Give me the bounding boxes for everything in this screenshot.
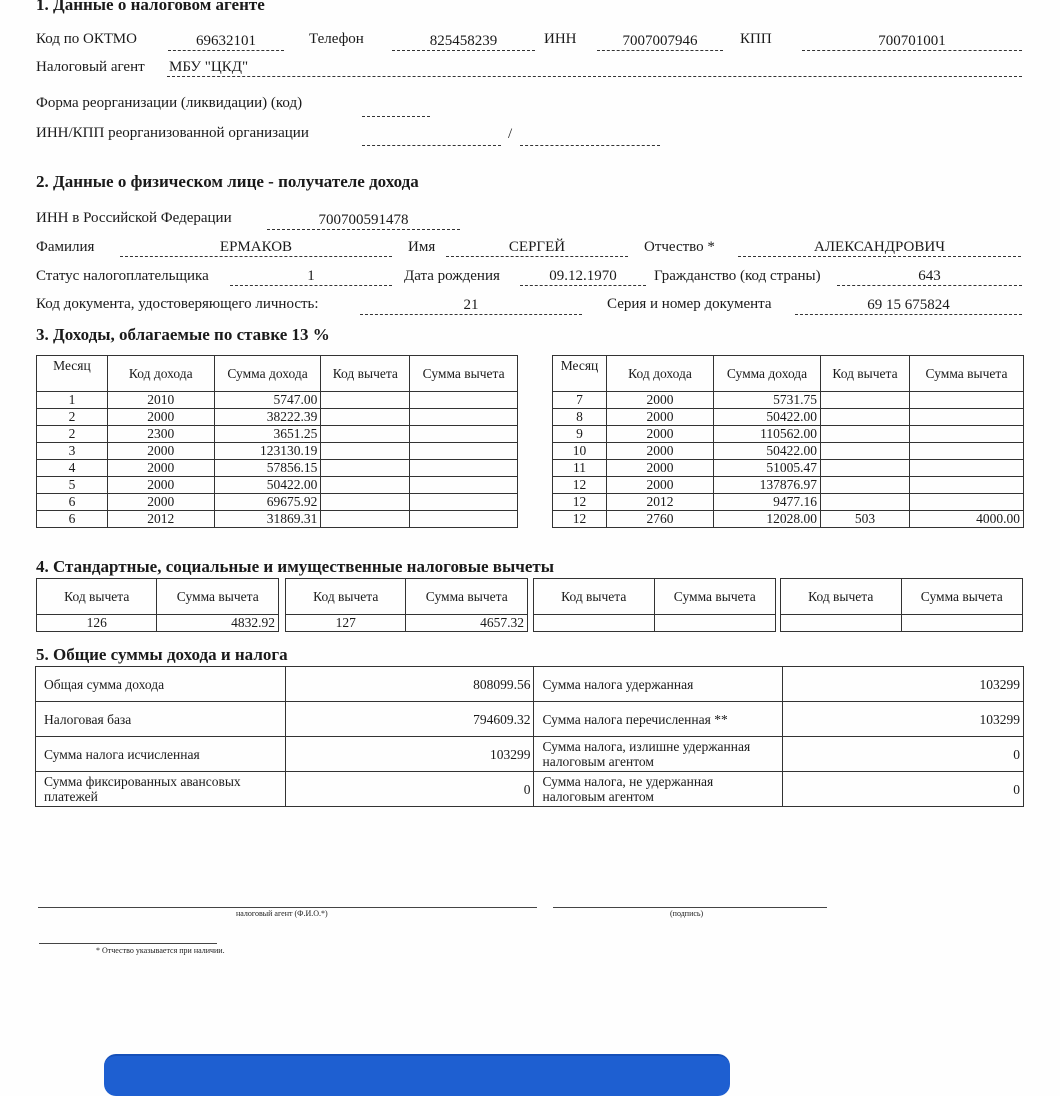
- deduction-code-cell: [821, 409, 910, 426]
- footnote: * Отчество указывается при наличии.: [96, 946, 225, 955]
- income-amount-cell: 137876.97: [714, 477, 821, 494]
- income-amount-cell: 3651.25: [214, 426, 321, 443]
- income-amount-cell: 51005.47: [714, 460, 821, 477]
- income-code-cell: 2000: [107, 443, 214, 460]
- col-income-code: Код дохода: [607, 356, 714, 392]
- deduction-amount-cell: [901, 615, 1023, 632]
- col-deduction-code: Код вычета: [321, 356, 410, 392]
- month-cell: 2: [37, 409, 108, 426]
- reorg-kpp-field[interactable]: [520, 127, 660, 146]
- month-cell: 12: [553, 511, 607, 528]
- income-row: [553, 511, 1024, 528]
- deduction-code-cell: [534, 615, 655, 632]
- totals-left-value: 103299: [285, 737, 534, 772]
- income-code-cell: 2000: [607, 426, 714, 443]
- income-code-cell: 2000: [607, 409, 714, 426]
- month-cell: 12: [553, 477, 607, 494]
- phone-field[interactable]: 825458239: [392, 32, 535, 51]
- income-amount-cell: 5747.00: [214, 392, 321, 409]
- deduction-code-cell: [321, 460, 410, 477]
- agent-inn-field[interactable]: 7007007946: [597, 32, 723, 51]
- income-amount-cell: 123130.19: [214, 443, 321, 460]
- income-code-cell: 2012: [107, 511, 214, 528]
- month-cell: 2: [37, 426, 108, 443]
- month-cell: 9: [553, 426, 607, 443]
- deduction-code-cell: 126: [37, 615, 157, 632]
- col-deduction-amount: Сумма вычета: [410, 356, 518, 392]
- deduction-code-cell: [321, 409, 410, 426]
- totals-right-value: 103299: [783, 667, 1024, 702]
- deduction-amount-cell: [410, 460, 518, 477]
- deduction-code-cell: 127: [286, 615, 406, 632]
- deduction-amount-cell: [410, 443, 518, 460]
- totals-row: [36, 702, 1024, 737]
- income-table-left: [36, 355, 518, 528]
- totals-left-value: 0: [285, 772, 534, 807]
- agent-label: Налоговый агент: [36, 59, 145, 75]
- deduction-amount-cell: [410, 426, 518, 443]
- totals-left-value: 808099.56: [285, 667, 534, 702]
- income-row: [37, 409, 518, 426]
- income-code-cell: 2760: [607, 511, 714, 528]
- income-amount-cell: 110562.00: [714, 426, 821, 443]
- income-amount-cell: 50422.00: [714, 409, 821, 426]
- income-amount-cell: 57856.15: [214, 460, 321, 477]
- income-code-cell: 2000: [607, 443, 714, 460]
- name-field[interactable]: СЕРГЕЙ: [446, 238, 628, 257]
- phone-label: Телефон: [309, 31, 364, 47]
- month-cell: 3: [37, 443, 108, 460]
- month-cell: 12: [553, 494, 607, 511]
- income-code-cell: 2300: [107, 426, 214, 443]
- totals-left-label: Сумма фиксированных авансовых платежей: [36, 772, 286, 807]
- col-deduction-amount: Сумма вычета: [901, 579, 1023, 615]
- deduction-code-cell: [321, 511, 410, 528]
- income-row: [37, 392, 518, 409]
- month-cell: 4: [37, 460, 108, 477]
- status-label: Статус налогоплательщика: [36, 268, 209, 284]
- deduction-block: [533, 578, 776, 632]
- income-row: [553, 460, 1024, 477]
- month-cell: 5: [37, 477, 108, 494]
- agent-caption: налоговый агент (Ф.И.О.*): [236, 909, 328, 918]
- col-deduction-code: Код вычета: [781, 579, 902, 615]
- income-row: [37, 511, 518, 528]
- month-cell: 1: [37, 392, 108, 409]
- deduction-code-cell: [821, 443, 910, 460]
- col-income-amount: Сумма дохода: [714, 356, 821, 392]
- income-code-cell: 2000: [107, 409, 214, 426]
- birth-field[interactable]: 09.12.1970: [520, 267, 646, 286]
- income-amount-cell: 5731.75: [714, 392, 821, 409]
- section2-title: 2. Данные о физическом лице - получателе дохода: [36, 172, 419, 191]
- section3-title: 3. Доходы, облагаемые по ставке 13 %: [36, 325, 330, 344]
- kpp-field[interactable]: 700701001: [802, 32, 1022, 51]
- totals-right-label: Сумма налога, не удержанная налоговым агентом: [534, 772, 783, 807]
- totals-left-label: Сумма налога исчисленная: [36, 737, 286, 772]
- birth-label: Дата рождения: [404, 268, 500, 284]
- reorg-inn-field[interactable]: [362, 127, 501, 146]
- patronymic-field[interactable]: АЛЕКСАНДРОВИЧ: [738, 238, 1021, 257]
- income-code-cell: 2000: [107, 494, 214, 511]
- totals-right-value: 103299: [783, 702, 1024, 737]
- reorg-separator: /: [508, 126, 513, 142]
- doc-code-field[interactable]: 21: [360, 296, 582, 315]
- surname-field[interactable]: ЕРМАКОВ: [120, 238, 392, 257]
- deduction-code-cell: [781, 615, 902, 632]
- deduction-code-cell: [821, 426, 910, 443]
- totals-left-label: Налоговая база: [36, 702, 286, 737]
- reorg-form-field[interactable]: [362, 98, 430, 117]
- citizenship-field[interactable]: 643: [837, 267, 1022, 286]
- month-cell: 8: [553, 409, 607, 426]
- income-row: [37, 460, 518, 477]
- income-code-cell: 2000: [607, 460, 714, 477]
- income-row: [37, 477, 518, 494]
- col-deduction-code: Код вычета: [286, 579, 406, 615]
- income-amount-cell: 12028.00: [714, 511, 821, 528]
- income-code-cell: 2012: [607, 494, 714, 511]
- deduction-amount-cell: [410, 409, 518, 426]
- col-deduction-amount: Сумма вычета: [654, 579, 776, 615]
- income-amount-cell: 50422.00: [214, 477, 321, 494]
- deduction-amount-cell: [910, 494, 1024, 511]
- signature-caption: (подпись): [670, 909, 704, 918]
- deduction-block: [285, 578, 528, 632]
- agent-inn-label: ИНН: [544, 31, 577, 47]
- income-amount-cell: 50422.00: [714, 443, 821, 460]
- deduction-block: [780, 578, 1023, 632]
- signature-line: [553, 907, 827, 908]
- income-amount-cell: 69675.92: [214, 494, 321, 511]
- deduction-amount-cell: [654, 615, 776, 632]
- totals-right-value: 0: [783, 737, 1024, 772]
- col-deduction-code: Код вычета: [821, 356, 910, 392]
- col-deduction-code: Код вычета: [37, 579, 157, 615]
- col-deduction-amount: Сумма вычета: [406, 579, 528, 615]
- deduction-amount-cell: 4832.92: [157, 615, 279, 632]
- action-button[interactable]: [104, 1054, 730, 1096]
- income-code-cell: 2000: [107, 460, 214, 477]
- income-code-cell: 2000: [107, 477, 214, 494]
- deduction-amount-cell: [910, 426, 1024, 443]
- income-code-cell: 2010: [107, 392, 214, 409]
- surname-label: Фамилия: [36, 239, 95, 255]
- col-month: Месяц: [37, 356, 108, 392]
- totals-right-value: 0: [783, 772, 1024, 807]
- income-row: [37, 426, 518, 443]
- month-cell: 6: [37, 511, 108, 528]
- income-amount-cell: 31869.31: [214, 511, 321, 528]
- name-label: Имя: [408, 239, 436, 255]
- col-deduction-amount: Сумма вычета: [910, 356, 1024, 392]
- patronymic-label: Отчество *: [644, 239, 715, 255]
- col-month: Месяц: [553, 356, 607, 392]
- income-row: [553, 392, 1024, 409]
- month-cell: 10: [553, 443, 607, 460]
- deduction-code-cell: [821, 392, 910, 409]
- reorg-innkpp-label: ИНН/КПП реорганизованной организации: [36, 125, 309, 141]
- kpp-label: КПП: [740, 31, 772, 47]
- totals-right-label: Сумма налога удержанная: [534, 667, 783, 702]
- status-field[interactable]: 1: [230, 267, 392, 286]
- deduction-code-cell: [321, 477, 410, 494]
- agent-field[interactable]: МБУ "ЦКД": [167, 58, 1022, 77]
- deduction-code-cell: [321, 392, 410, 409]
- income-table-right: [552, 355, 1024, 528]
- deduction-code-cell: [321, 494, 410, 511]
- income-row: [553, 477, 1024, 494]
- income-code-cell: 2000: [607, 392, 714, 409]
- deduction-amount-cell: [910, 460, 1024, 477]
- reorg-form-label: Форма реорганизации (ликвидации) (код): [36, 95, 303, 111]
- deduction-amount-cell: 4000.00: [910, 511, 1024, 528]
- income-row: [37, 494, 518, 511]
- month-cell: 6: [37, 494, 108, 511]
- month-cell: 11: [553, 460, 607, 477]
- deduction-amount-cell: 4657.32: [406, 615, 528, 632]
- deduction-amount-cell: [410, 494, 518, 511]
- income-row: [553, 426, 1024, 443]
- deduction-amount-cell: [910, 392, 1024, 409]
- deduction-amount-cell: [410, 477, 518, 494]
- doc-number-label: Серия и номер документа: [607, 296, 772, 312]
- section4-title: 4. Стандартные, социальные и имущественные налоговые вычеты: [36, 557, 554, 576]
- col-deduction-amount: Сумма вычета: [157, 579, 279, 615]
- totals-left-label: Общая сумма дохода: [36, 667, 286, 702]
- col-deduction-code: Код вычета: [534, 579, 655, 615]
- income-amount-cell: 9477.16: [714, 494, 821, 511]
- deduction-amount-cell: [410, 511, 518, 528]
- totals-right-label: Сумма налога, излишне удержанная налоговым агентом: [534, 737, 783, 772]
- doc-number-field[interactable]: 69 15 675824: [795, 296, 1022, 315]
- person-inn-label: ИНН в Российской Федерации: [36, 210, 232, 226]
- col-income-amount: Сумма дохода: [214, 356, 321, 392]
- income-code-cell: 2000: [607, 477, 714, 494]
- deduction-code-cell: [821, 477, 910, 494]
- section5-title: 5. Общие суммы дохода и налога: [36, 645, 288, 664]
- deduction-code-cell: [821, 494, 910, 511]
- oktmo-field[interactable]: 69632101: [168, 32, 284, 51]
- income-row: [553, 443, 1024, 460]
- income-amount-cell: 38222.39: [214, 409, 321, 426]
- footnote-divider: [39, 943, 217, 944]
- deduction-code-cell: [321, 426, 410, 443]
- totals-row: [36, 737, 1024, 772]
- section1-title: 1. Данные о налоговом агенте: [36, 0, 265, 14]
- deduction-code-cell: 503: [821, 511, 910, 528]
- agent-signature-line: [38, 907, 537, 908]
- income-row: [37, 443, 518, 460]
- oktmo-label: Код по ОКТМО: [36, 31, 137, 47]
- deduction-block: [36, 578, 279, 632]
- month-cell: 7: [553, 392, 607, 409]
- totals-right-label: Сумма налога перечисленная **: [534, 702, 783, 737]
- doc-code-label: Код документа, удостоверяющего личность:: [36, 296, 319, 312]
- citizenship-label: Гражданство (код страны): [654, 268, 821, 284]
- totals-left-value: 794609.32: [285, 702, 534, 737]
- income-row: [553, 409, 1024, 426]
- income-row: [553, 494, 1024, 511]
- totals-row: [36, 772, 1024, 807]
- totals-table: [35, 666, 1024, 807]
- totals-row: [36, 667, 1024, 702]
- col-income-code: Код дохода: [107, 356, 214, 392]
- deduction-amount-cell: [410, 392, 518, 409]
- deduction-amount-cell: [910, 443, 1024, 460]
- deduction-code-cell: [321, 443, 410, 460]
- deduction-amount-cell: [910, 409, 1024, 426]
- deduction-code-cell: [821, 460, 910, 477]
- person-inn-field[interactable]: 700700591478: [267, 211, 460, 230]
- deduction-amount-cell: [910, 477, 1024, 494]
